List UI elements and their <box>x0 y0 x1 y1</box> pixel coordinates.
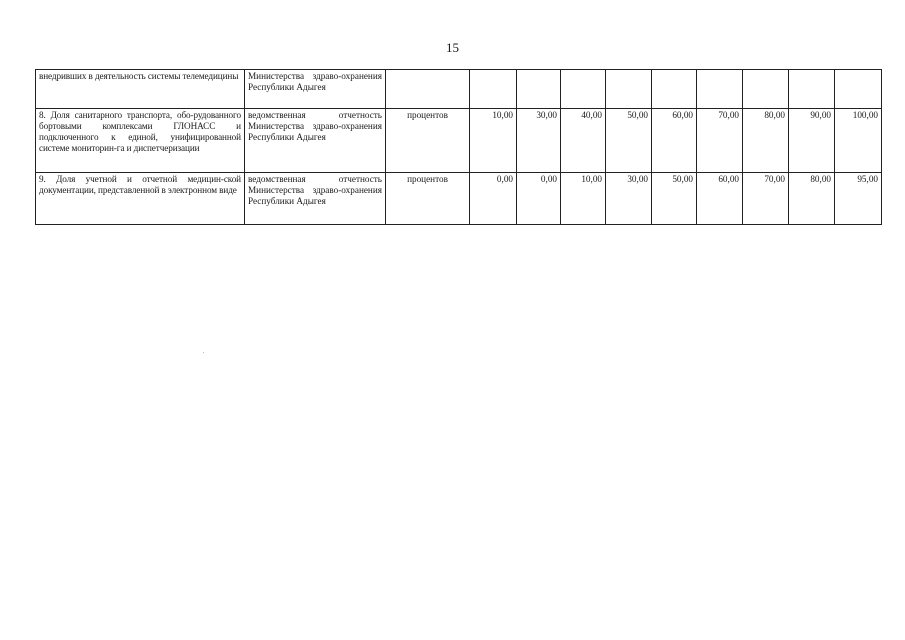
value-cell: 95,00 <box>835 173 882 225</box>
unit-cell: процентов <box>386 109 470 173</box>
value-cell <box>470 70 517 109</box>
table-row <box>36 173 882 225</box>
table-row <box>36 109 882 173</box>
value-cell: 60,00 <box>652 109 697 173</box>
value-cell <box>517 70 561 109</box>
table-row <box>36 70 882 109</box>
value-cell <box>652 70 697 109</box>
value-cell: 50,00 <box>606 109 652 173</box>
unit-cell: процентов <box>386 173 470 225</box>
value-cell: 80,00 <box>789 173 835 225</box>
value-cell: 70,00 <box>743 173 789 225</box>
value-cell <box>561 70 606 109</box>
value-cell <box>835 70 882 109</box>
value-cell: 80,00 <box>743 109 789 173</box>
value-cell: 0,00 <box>517 173 561 225</box>
indicator-name-cell: 8. Доля санитарного транспорта, обо-рудованного бортовыми комплексами ГЛОНАСС и подключенного к единой, унифицированной системе мониторин-га и диспетчеризации <box>36 109 245 173</box>
value-cell: 10,00 <box>470 109 517 173</box>
value-cell <box>606 70 652 109</box>
indicators-table <box>35 69 882 225</box>
value-cell: 100,00 <box>835 109 882 173</box>
value-cell: 40,00 <box>561 109 606 173</box>
value-cell: 30,00 <box>606 173 652 225</box>
page-number: 15 <box>446 40 459 55</box>
data-source-cell: ведомственная отчетность Министерства здраво-охранения Республики Адыгея <box>245 109 386 173</box>
value-cell: 0,00 <box>470 173 517 225</box>
value-cell <box>743 70 789 109</box>
data-source-cell: Министерства здраво-охранения Республики Адыгея <box>245 70 386 109</box>
value-cell: 60,00 <box>697 173 743 225</box>
value-cell: 30,00 <box>517 109 561 173</box>
value-cell: 50,00 <box>652 173 697 225</box>
value-cell: 90,00 <box>789 109 835 173</box>
value-cell: 10,00 <box>561 173 606 225</box>
value-cell <box>697 70 743 109</box>
value-cell <box>789 70 835 109</box>
indicator-name-cell: 9. Доля учетной и отчетной медицин-ской документации, представленной в электронном виде <box>36 173 245 225</box>
data-source-cell: ведомственная отчетность Министерства здраво-охранения Республики Адыгея <box>245 173 386 225</box>
indicator-name-cell: внедривших в деятельность системы телемедицины <box>36 70 245 109</box>
unit-cell <box>386 70 470 109</box>
value-cell: 70,00 <box>697 109 743 173</box>
scan-speck <box>203 352 204 353</box>
